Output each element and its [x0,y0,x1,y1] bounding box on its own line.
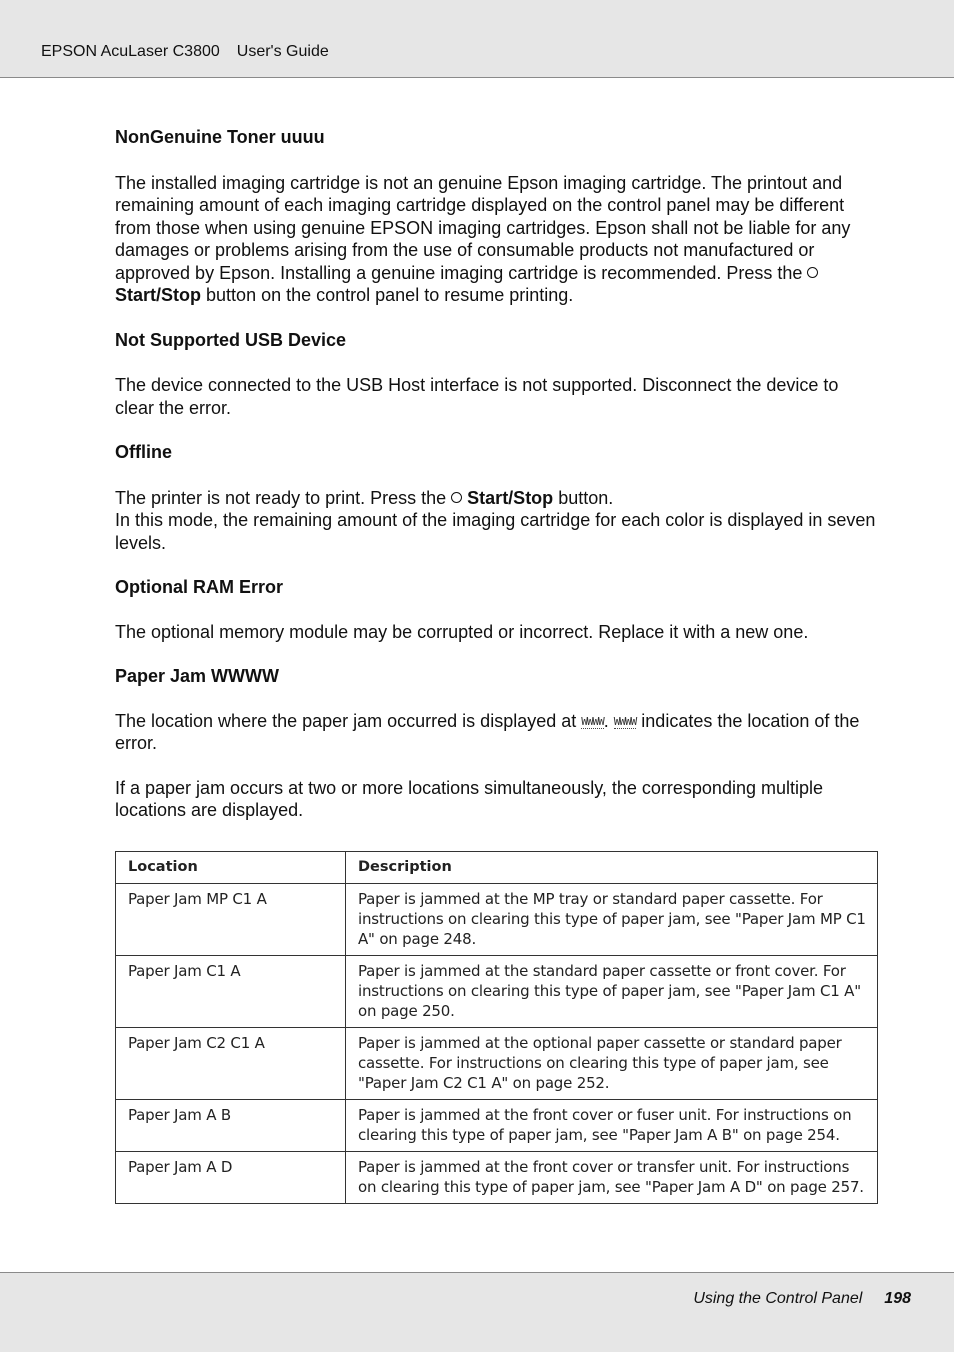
heading-usb-device: Not Supported USB Device [115,329,347,350]
page-header [0,0,954,78]
jam-code-glyph: WWWW [581,714,604,728]
location-cell: Paper Jam MP C1 A [116,884,346,956]
page-footer [0,1272,954,1352]
jam-text-a: The location where the paper jam occurred is displayed at [115,710,577,731]
paragraph-offline-levels: In this mode, the remaining amount of the imaging cartridge for each color is displayed in seven levels. [115,510,876,553]
paragraph-usb-device: The device connected to the USB Host interface is not supported. Disconnect the device to clear the error. [115,375,839,418]
header-text [41,43,329,61]
heading-nongenuine-toner: NonGenuine Toner uuuu [115,127,325,147]
nongenuine-text-a: The installed imaging cartridge is not an genuine Epson imaging cartridge. The printout and remaining amount of each imaging cartridge displayed on the control panel may be different from those when using genuine EPSON imaging cartridges. Epson shall not be liable for any damages or problems arising from the use of consumable products not manufactured or approved by Epson. Installing a genuine imaging cartridge is recommended. Press the [115,172,851,283]
product-name: EPSON AcuLaser C3800 [41,43,220,60]
paragraph-nongenuine-toner [115,172,880,307]
start-stop-label: Start/Stop [115,285,202,305]
table-row [116,956,878,1028]
page-content [115,126,880,822]
offline-text-a: The printer is not ready to print. Press the [115,487,447,508]
footer-text [693,1290,911,1308]
location-cell: Paper Jam C2 C1 A [116,1028,346,1100]
table-row [116,884,878,956]
start-stop-label: Start/Stop [467,487,554,508]
jam-code-glyph: WWWW [613,714,637,728]
nongenuine-text-b: button on the control panel to resume printing. [206,285,574,305]
table-row [116,1100,878,1152]
paragraph-offline [115,487,880,510]
description-cell: Paper is jammed at the optional paper cassette or standard paper cassette. For instructions on clearing this type of paper jam, see "Paper Jam C2 C1 A" on page 252. [346,1028,878,1100]
description-cell: Paper is jammed at the MP tray or standard paper cassette. For instructions on clearing this type of paper jam, see "Paper Jam MP C1 A" on page 248. [346,884,878,956]
table-row [116,1028,878,1100]
start-stop-circle-icon [807,267,818,278]
footer-section-title: Using the Control Panel [693,1290,863,1307]
document-name: User's Guide [236,43,329,60]
description-cell: Paper is jammed at the standard paper cassette or front cover. For instructions on clearing this type of paper jam, see "Paper Jam C1 A" on page 250. [346,956,878,1028]
description-cell: Paper is jammed at the front cover or transfer unit. For instructions on clearing this type of paper jam, see "Paper Jam A D" on page 257. [346,1152,878,1204]
page-number: 198 [884,1290,911,1307]
location-cell: Paper Jam A B [116,1100,346,1152]
paragraph-paper-jam-multiple: If a paper jam occurs at two or more locations simultaneously, the corresponding multiple locations are displayed. [115,777,824,820]
table-header-row [116,852,878,884]
start-stop-circle-icon [451,492,462,503]
column-header-location: Location [116,852,346,884]
description-cell: Paper is jammed at the front cover or fuser unit. For instructions on clearing this type of paper jam, see "Paper Jam A B" on page 254. [346,1100,878,1152]
heading-offline: Offline [115,442,172,462]
table-row [116,1152,878,1204]
location-cell: Paper Jam C1 A [116,956,346,1028]
paragraph-paper-jam-location: The location where the paper jam occurred is displayed at WWWW. WWWW indicates the location of the error. [115,710,860,753]
column-header-description: Description [346,852,878,884]
heading-paper-jam: Paper Jam WWWW [115,666,280,686]
location-cell: Paper Jam A D [116,1152,346,1204]
jam-text-b: indicates the location of the error. [115,710,860,753]
offline-text-b: button. [558,487,614,508]
heading-optional-ram: Optional RAM Error [115,577,284,597]
paper-jam-location-table [115,851,878,1204]
paragraph-optional-ram: The optional memory module may be corrupted or incorrect. Replace it with a new one. [115,621,809,642]
